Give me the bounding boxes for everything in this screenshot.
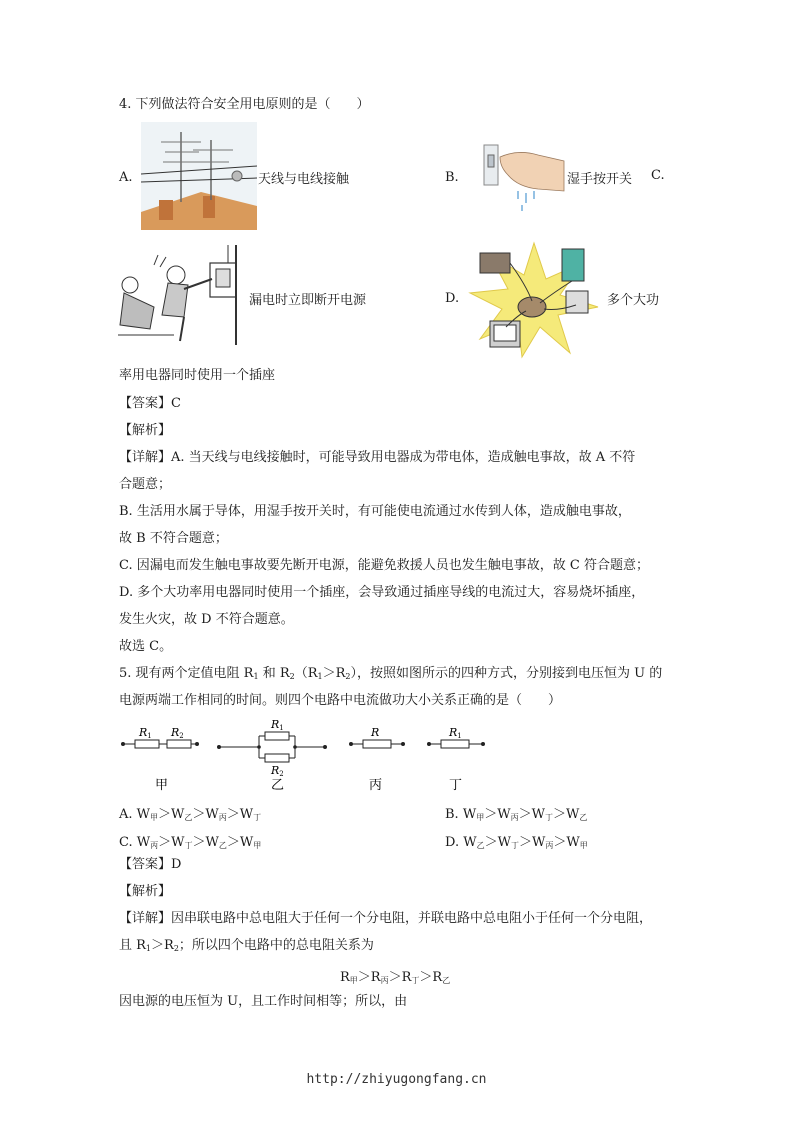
wet-hand-switch-picture xyxy=(478,135,566,215)
ding-caption: 丁 xyxy=(449,778,463,793)
q5-option-b xyxy=(445,803,587,822)
formula-p2: ＞R xyxy=(357,970,381,985)
q5-stem-part-d: ＞R xyxy=(322,666,346,681)
q4-option-b-caption: 湿手按开关 xyxy=(567,172,633,187)
opt-b-s1: 甲 xyxy=(476,813,485,822)
opt-d-s4: 甲 xyxy=(579,841,588,850)
bing-caption: 丙 xyxy=(369,778,383,793)
q5-stem-sub4: 2 xyxy=(345,672,351,681)
formula-s1: 甲 xyxy=(349,976,358,985)
opt-c-s3: 乙 xyxy=(218,841,227,850)
q4-option-d-label: D. xyxy=(445,291,460,306)
q5-answer: 【答案】D xyxy=(119,857,182,872)
q4-option-c-caption: 漏电时立即断开电源 xyxy=(249,293,367,308)
q5-stem-line2: 电源两端工作相同的时间。则四个电路中电流做功大小关系正确的是（ ） xyxy=(119,693,562,708)
opt-b-s2: 丙 xyxy=(510,813,519,822)
circuit-ding xyxy=(427,726,485,793)
circuit-jia xyxy=(121,726,199,793)
formula-s3: 丁 xyxy=(411,976,420,985)
q4-option-d-caption: 多个大功 xyxy=(607,293,660,308)
q5-detail-2 xyxy=(119,938,374,954)
q5-detail-1: 【详解】因串联电路中总电阻大于任何一个分电阻，并联电路中总电阻小于任何一个分电阻， xyxy=(119,911,653,926)
opt-d-m2: ＞W xyxy=(518,835,546,850)
q5-detail-3: 因电源的电压恒为 U，且工作时间相等；所以，由 xyxy=(119,994,408,1009)
jia-r2-label: R2 xyxy=(171,726,184,740)
formula-s2: 丙 xyxy=(380,976,389,985)
q4-option-b-label: B. xyxy=(445,170,459,185)
leakage-rescue-picture xyxy=(114,245,246,351)
overloaded-socket-picture xyxy=(466,235,602,361)
q4-detail-5: C. 因漏电而发生触电事故要先断开电源，能避免救援人员也发生触电事故，故 C 符合题意； xyxy=(119,558,649,573)
q5-stem-part-b: 和 R xyxy=(258,666,290,681)
circuit-bing xyxy=(349,726,405,793)
circuit-diagrams xyxy=(119,716,499,796)
q5-d2-a: 且 R xyxy=(119,938,146,953)
opt-c-pre: C. W xyxy=(119,835,151,850)
q4-option-c-label: C. xyxy=(651,168,665,183)
q4-option-a-label: A. xyxy=(119,170,133,185)
q5-stem-sub3: 1 xyxy=(317,672,323,681)
formula-s4: 乙 xyxy=(442,976,451,985)
opt-d-m1: ＞W xyxy=(484,835,511,850)
opt-a-pre: A. W xyxy=(119,807,151,822)
yi-caption: 乙 xyxy=(271,778,285,793)
formula-p3: ＞R xyxy=(388,970,412,985)
q5-stem-part-a: 5. 现有两个定值电阻 R xyxy=(119,666,254,681)
opt-b-s4: 乙 xyxy=(579,813,588,822)
opt-a-m3: ＞W xyxy=(226,807,254,822)
q5-stem-part-c: （R xyxy=(294,666,318,681)
opt-b-m1: ＞W xyxy=(484,807,511,822)
q5-d2-b: ＞R xyxy=(151,938,174,953)
q4-option-d-caption-cont: 率用电器同时使用一个插座 xyxy=(119,368,276,383)
bing-r-label: R xyxy=(371,726,380,739)
q5-d2-c: ；所以四个电路中的总电阻关系为 xyxy=(178,938,374,953)
q5-stem-sub2: 2 xyxy=(289,672,295,681)
opt-b-m3: ＞W xyxy=(552,807,580,822)
ding-r-label: R1 xyxy=(449,726,462,740)
q5-stem-part-e: ），按照如图所示的四种方式，分别接到电压恒为 U 的 xyxy=(350,666,663,681)
opt-a-s2: 乙 xyxy=(184,813,193,822)
q4-answer: 【答案】C xyxy=(119,396,181,411)
opt-b-s3: 丁 xyxy=(544,813,553,822)
q5-stem-sub1: 1 xyxy=(253,672,259,681)
q4-detail-3: B. 生活用水属于导体，用湿手按开关时，有可能使电流通过水传到人体，造成触电事故， xyxy=(119,504,631,519)
opt-c-m3: ＞W xyxy=(226,835,254,850)
antenna-picture xyxy=(141,122,257,230)
opt-c-m1: ＞W xyxy=(158,835,185,850)
opt-a-m1: ＞W xyxy=(158,807,185,822)
q4-detail-4: 故 B 不符合题意； xyxy=(119,531,228,546)
circuit-yi xyxy=(217,718,327,793)
q5-option-c xyxy=(119,831,261,850)
q5-resistance-formula xyxy=(340,966,450,985)
yi-r2-label: R2 xyxy=(271,764,284,778)
q4-detail-6: D. 多个大功率用电器同时使用一个插座，会导致通过插座导线的电流过大，容易烧坏插座， xyxy=(119,585,645,600)
q4-detail-2: 合题意； xyxy=(119,477,172,492)
footer-url: http://zhiyugongfang.cn xyxy=(306,1072,487,1087)
opt-d-pre: D. W xyxy=(445,835,477,850)
formula-p4: ＞R xyxy=(419,970,443,985)
q5-d2-s1: 1 xyxy=(145,944,152,953)
opt-c-s1: 丙 xyxy=(150,841,159,850)
opt-d-s3: 丙 xyxy=(545,841,554,850)
opt-a-m2: ＞W xyxy=(192,807,219,822)
opt-b-m2: ＞W xyxy=(518,807,545,822)
q5-option-d xyxy=(445,831,588,850)
q4-option-a-caption: 天线与电线接触 xyxy=(258,172,350,187)
yi-r1-label: R1 xyxy=(271,718,284,732)
opt-a-s3: 丙 xyxy=(218,813,227,822)
opt-d-s1: 乙 xyxy=(476,841,485,850)
opt-a-s4: 丁 xyxy=(253,813,262,822)
q4-stem: 4. 下列做法符合安全用电原则的是（ ） xyxy=(119,97,370,112)
q5-option-a xyxy=(119,803,261,822)
q5-stem-line1 xyxy=(119,666,662,682)
formula-p1: R xyxy=(340,970,350,985)
opt-d-m3: ＞W xyxy=(553,835,580,850)
jia-caption: 甲 xyxy=(155,778,169,793)
opt-a-s1: 甲 xyxy=(150,813,159,822)
q4-analysis: 【解析】 xyxy=(119,423,172,438)
q5-analysis: 【解析】 xyxy=(119,884,172,899)
opt-c-s4: 甲 xyxy=(253,841,262,850)
q4-detail-1: 【详解】A. 当天线与电线接触时，可能导致用电器成为带电体，造成触电事故，故 A 不符 xyxy=(119,450,636,465)
q4-conclusion: 故选 C。 xyxy=(119,639,173,654)
q5-d2-s2: 2 xyxy=(173,944,179,953)
opt-c-s2: 丁 xyxy=(184,841,193,850)
opt-d-s2: 丁 xyxy=(510,841,519,850)
jia-r1-label: R1 xyxy=(139,726,152,740)
q4-detail-7: 发生火灾，故 D 不符合题意。 xyxy=(119,612,294,627)
opt-c-m2: ＞W xyxy=(192,835,219,850)
opt-b-pre: B. W xyxy=(445,807,477,822)
